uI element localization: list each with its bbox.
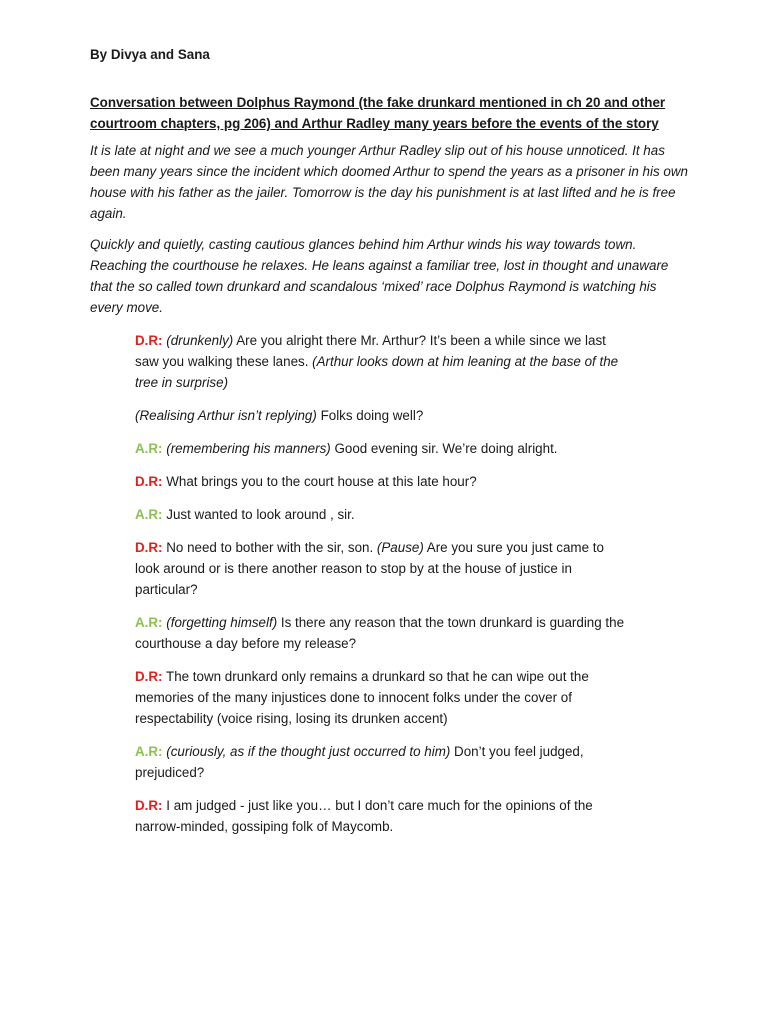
speaker-label: A.R: — [135, 441, 163, 456]
speaker-label: A.R: — [135, 615, 163, 630]
speaker-label: A.R: — [135, 744, 163, 759]
dialogue-line — [135, 504, 625, 525]
dialogue-line — [135, 405, 625, 426]
dialogue-line — [135, 795, 625, 837]
stage-direction: (Pause) — [376, 540, 424, 555]
dialogue-line — [135, 330, 625, 393]
stage-direction: (curiously, as if the thought just occurred to him) — [166, 744, 451, 759]
document-page — [90, 44, 690, 849]
dialogue-line — [135, 741, 625, 783]
stage-direction: (Arthur looks down at him leaning at the base of the tree in surprise) — [135, 354, 619, 390]
speaker-label: D.R: — [135, 798, 163, 813]
dialogue-text: Just wanted to look around , sir. — [162, 507, 355, 522]
dialogue-line — [135, 612, 625, 654]
dialogue-text: I am judged - just like you… but I don’t care much for the opinions of the narrow-minded, gossiping folk of Maycomb. — [135, 798, 593, 834]
dialogue-line — [135, 537, 625, 600]
stage-direction: (remembering his manners) — [166, 441, 331, 456]
dialogue-line — [135, 471, 625, 492]
stage-direction: (forgetting himself) — [166, 615, 278, 630]
dialogue-line — [135, 438, 625, 459]
author-line: By Divya and Sana — [90, 47, 210, 62]
stage-direction: (drunkenly) — [166, 333, 234, 348]
dialogue-text: The town drunkard only remains a drunkard so that he can wipe out the memories of the many injustices done to innocent folks under the cover of respectability (voice rising, losing its drunken accent) — [135, 669, 589, 726]
dialogue-text: Good evening sir. We’re doing alright. — [330, 441, 558, 456]
speaker-label: A.R: — [135, 507, 163, 522]
speaker-label: D.R: — [135, 474, 163, 489]
stage-direction: (Realising Arthur isn’t replying) — [135, 408, 317, 423]
narration-paragraph: Quickly and quietly, casting cautious glances behind him Arthur winds his way towards town. Reaching the courthouse he relaxes. He leans against a familiar tree, lost in thought and unaware that the so called town drunkard and scandalous ‘mixed’ race Dolphus Raymond is watching his every move. — [90, 237, 669, 315]
dialogue-text: No need to bother with the sir, son. — [162, 540, 377, 555]
narration-paragraph: It is late at night and we see a much younger Arthur Radley slip out of his house unnoticed. It has been many years since the incident which doomed Arthur to spend the years as a prisoner in his own house with his father as the jailer. Tomorrow is the day his punishment is at last lifted and he is free again. — [90, 143, 688, 221]
dialogue-text: Are you sure you just came to look around or is there another reason to stop by at the house of justice in particular? — [135, 540, 604, 597]
document-heading: Conversation between Dolphus Raymond (the fake drunkard mentioned in ch 20 and other courtroom chapters, pg 206) and Arthur Radley many years before the events of the story — [90, 95, 666, 131]
speaker-label: D.R: — [135, 540, 163, 555]
dialogue-text: What brings you to the court house at this late hour? — [162, 474, 477, 489]
dialogue-text: Don’t you feel judged, prejudiced? — [135, 744, 584, 780]
speaker-label: D.R: — [135, 333, 163, 348]
dialogue-line — [135, 666, 625, 729]
dialogue-text: Folks doing well? — [316, 408, 424, 423]
dialogue-text: Are you alright there Mr. Arthur? It’s been a while since we last saw you walking these lanes. — [135, 333, 606, 369]
dialogue-text: Is there any reason that the town drunkard is guarding the courthouse a day before my release? — [135, 615, 625, 651]
speaker-label: D.R: — [135, 669, 163, 684]
